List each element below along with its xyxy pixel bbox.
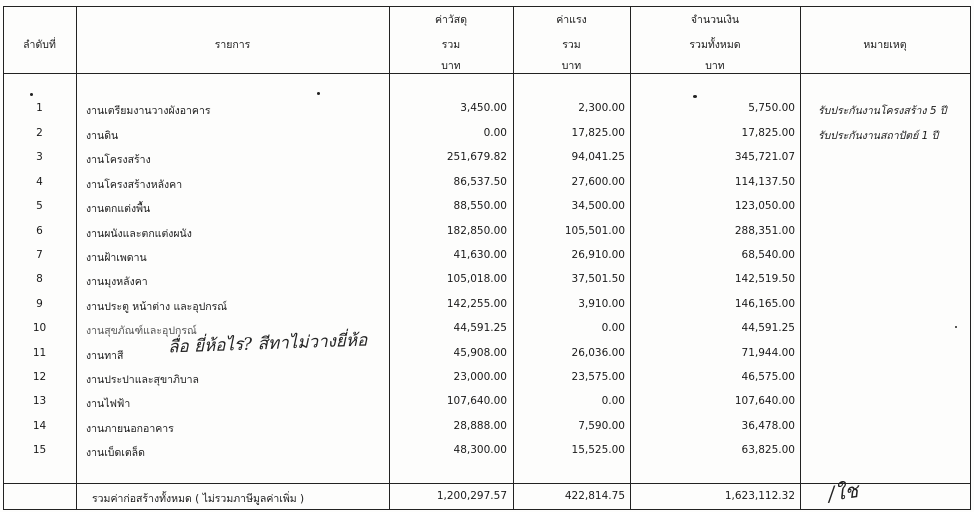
row-material: 23,000.00 bbox=[453, 371, 507, 383]
row-material: 251,679.82 bbox=[446, 151, 507, 163]
row-material: 28,888.00 bbox=[453, 420, 507, 432]
row-no: 7 bbox=[36, 249, 43, 261]
row-total: 345,721.07 bbox=[734, 151, 795, 163]
row-total: 123,050.00 bbox=[734, 200, 795, 212]
row-material: 48,300.00 bbox=[453, 444, 507, 456]
row-no: 2 bbox=[36, 127, 43, 139]
grid-line-col1 bbox=[76, 6, 77, 510]
row-item: งานเบ็ดเตล็ด bbox=[86, 447, 145, 459]
row-total: 63,825.00 bbox=[741, 444, 795, 456]
header-labor-1: ค่าแรง bbox=[556, 14, 587, 26]
row-labor: 23,575.00 bbox=[571, 371, 625, 383]
row-total: 46,575.00 bbox=[741, 371, 795, 383]
row-labor: 26,036.00 bbox=[571, 347, 625, 359]
row-material: 182,850.00 bbox=[446, 225, 507, 237]
row-item: งานตกแต่งพื้น bbox=[86, 203, 151, 215]
row-no: 6 bbox=[36, 225, 43, 237]
row-total: 107,640.00 bbox=[734, 395, 795, 407]
grid-line-top bbox=[3, 6, 971, 7]
row-no: 10 bbox=[32, 322, 47, 334]
handwritten-note: ลื่อ ยี่ห้อไร? สีทาไม่วางยี่ห้อ bbox=[167, 330, 368, 358]
grid-line-right bbox=[970, 6, 971, 510]
row-no: 5 bbox=[36, 200, 43, 212]
row-labor: 34,500.00 bbox=[571, 200, 625, 212]
row-material: 142,255.00 bbox=[446, 298, 507, 310]
row-item: งานประตู หน้าต่าง และอุปกรณ์ bbox=[86, 301, 228, 313]
header-total-2: รวมทั้งหมด bbox=[689, 39, 741, 51]
header-material-2: รวม bbox=[441, 39, 461, 51]
row-material: 107,640.00 bbox=[446, 395, 507, 407]
row-item: งานโครงสร้าง bbox=[86, 154, 151, 166]
row-no: 12 bbox=[32, 371, 47, 383]
row-total: 146,165.00 bbox=[734, 298, 795, 310]
row-material: 44,591.25 bbox=[453, 322, 507, 334]
stray-dot bbox=[955, 326, 957, 328]
header-total-3: บาท bbox=[705, 60, 725, 72]
signature: /ใช bbox=[826, 478, 860, 506]
row-total: 17,825.00 bbox=[741, 127, 795, 139]
stray-dot bbox=[30, 93, 33, 96]
row-item: งานภายนอกอาคาร bbox=[86, 423, 174, 435]
row-no: 1 bbox=[36, 102, 43, 114]
footer-total: 1,623,112.32 bbox=[724, 490, 795, 502]
row-item: งานมุงหลังคา bbox=[86, 276, 148, 288]
row-total: 288,351.00 bbox=[734, 225, 795, 237]
header-no: ลำดับที่ bbox=[23, 39, 56, 51]
row-labor: 15,525.00 bbox=[571, 444, 625, 456]
row-total: 44,591.25 bbox=[741, 322, 795, 334]
row-material: 88,550.00 bbox=[453, 200, 507, 212]
row-total: 71,944.00 bbox=[741, 347, 795, 359]
row-total: 114,137.50 bbox=[734, 176, 795, 188]
row-item: งานไฟฟ้า bbox=[86, 398, 131, 410]
row-labor: 0.00 bbox=[601, 395, 625, 407]
row-item: งานดิน bbox=[86, 130, 119, 142]
row-material: 105,018.00 bbox=[446, 273, 507, 285]
row-labor: 37,501.50 bbox=[571, 273, 625, 285]
row-item: งานสุขภัณฑ์และอุปกรณ์ bbox=[86, 325, 197, 337]
grid-line-col5 bbox=[800, 6, 801, 510]
row-item: งานผนังและตกแต่งผนัง bbox=[86, 228, 192, 240]
header-labor-3: บาท bbox=[561, 60, 582, 72]
header-remark: หมายเหตุ bbox=[863, 39, 907, 51]
row-labor: 7,590.00 bbox=[578, 420, 625, 432]
row-no: 9 bbox=[36, 298, 43, 310]
row-total: 68,540.00 bbox=[741, 249, 795, 261]
row-item: งานทาสี bbox=[86, 350, 124, 362]
row-no: 14 bbox=[32, 420, 47, 432]
row-labor: 0.00 bbox=[601, 322, 625, 334]
row-labor: 3,910.00 bbox=[578, 298, 625, 310]
row-material: 86,537.50 bbox=[453, 176, 507, 188]
stray-dot bbox=[693, 95, 697, 98]
row-no: 8 bbox=[36, 273, 43, 285]
row-labor: 2,300.00 bbox=[578, 102, 625, 114]
footer-labor: 422,814.75 bbox=[564, 490, 625, 502]
row-item: งานโครงสร้างหลังคา bbox=[86, 179, 183, 191]
row-no: 15 bbox=[32, 444, 47, 456]
row-remark: รับประกันงานสถาปัตย์ 1 ปี bbox=[818, 130, 939, 142]
header-material-1: ค่าวัสดุ bbox=[434, 14, 468, 26]
row-item: งานฝ้าเพดาน bbox=[86, 252, 147, 264]
row-no: 4 bbox=[36, 176, 43, 188]
row-material: 41,630.00 bbox=[453, 249, 507, 261]
grid-line-bottom bbox=[3, 509, 971, 510]
header-material-3: บาท bbox=[441, 60, 461, 72]
row-labor: 94,041.25 bbox=[571, 151, 625, 163]
row-total: 142,519.50 bbox=[734, 273, 795, 285]
footer-material: 1,200,297.57 bbox=[436, 490, 507, 502]
header-labor-2: รวม bbox=[562, 39, 581, 51]
row-material: 0.00 bbox=[483, 127, 507, 139]
row-no: 13 bbox=[32, 395, 47, 407]
row-total: 5,750.00 bbox=[748, 102, 795, 114]
row-item: งานประปาและสุขาภิบาล bbox=[86, 374, 199, 386]
row-labor: 27,600.00 bbox=[571, 176, 625, 188]
row-labor: 105,501.00 bbox=[564, 225, 625, 237]
stray-dot bbox=[317, 92, 320, 95]
header-item: รายการ bbox=[214, 39, 251, 51]
row-remark: รับประกันงานโครงสร้าง 5 ปี bbox=[818, 105, 947, 117]
row-material: 3,450.00 bbox=[460, 102, 507, 114]
footer-label: รวมค่าก่อสร้างทั้งหมด ( ไม่รวมภาษีมูลค่าเพิ่ม ) bbox=[92, 493, 305, 505]
row-material: 45,908.00 bbox=[453, 347, 507, 359]
row-labor: 17,825.00 bbox=[571, 127, 625, 139]
row-no: 11 bbox=[32, 347, 47, 359]
row-item: งานเตรียมงานวางผังอาคาร bbox=[86, 105, 211, 117]
row-labor: 26,910.00 bbox=[571, 249, 625, 261]
row-no: 3 bbox=[36, 151, 43, 163]
row-total: 36,478.00 bbox=[741, 420, 795, 432]
header-total-1: จำนวนเงิน bbox=[690, 14, 740, 26]
